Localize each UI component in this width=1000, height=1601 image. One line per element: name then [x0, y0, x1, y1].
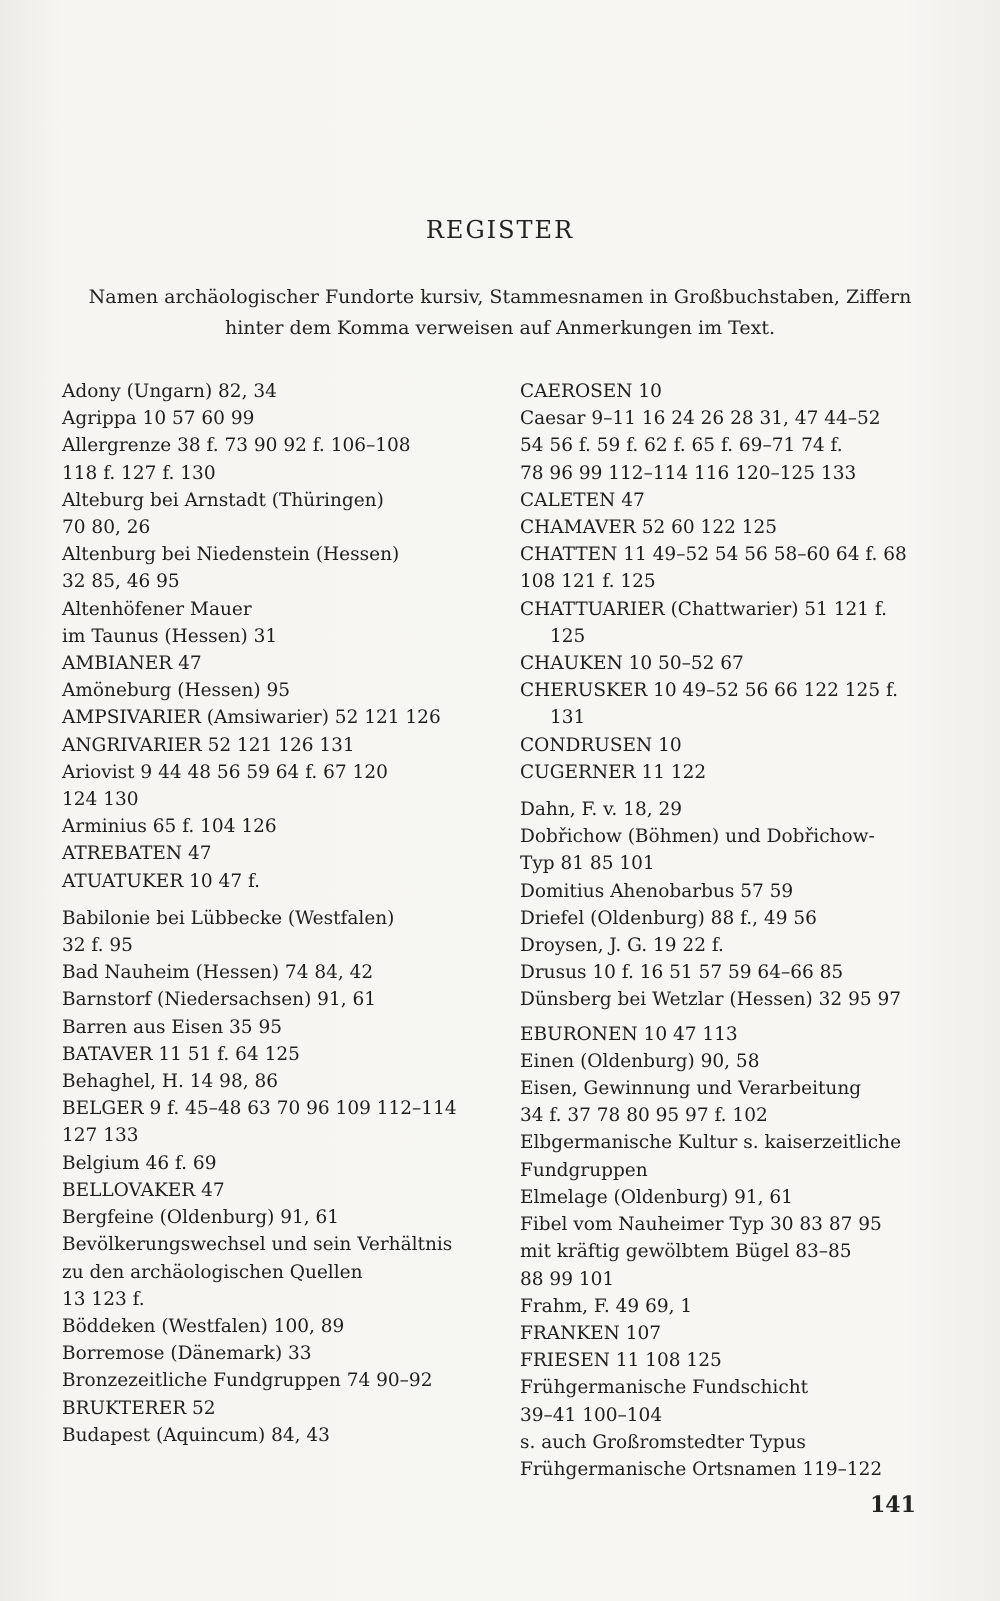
index-entry-heading: CAEROSEN 10 [520, 381, 662, 402]
index-entry [62, 1068, 462, 1095]
index-entry-heading: EBURONEN 10 47 113 [520, 1023, 738, 1045]
index-entry [520, 1021, 920, 1048]
index-entry [62, 1395, 462, 1422]
index-entry [62, 868, 462, 895]
index-entry-heading: BELGER 9 f. 45–48 63 70 96 109 112–114 [62, 1098, 457, 1120]
index-entry-continuation: s. auch Großromstedter Typus [520, 1431, 806, 1453]
index-column-right [520, 378, 920, 1483]
index-entry [520, 1374, 920, 1456]
index-entry-continuation: 32 f. 95 [62, 935, 133, 957]
index-entry-heading: FRANKEN 107 [520, 1322, 662, 1344]
index-entry-continuation: im Taunus (Hessen) 31 [62, 625, 278, 647]
index-entry-heading: Frühgermanische Fundschicht [520, 1377, 809, 1399]
index-entry [520, 405, 920, 487]
index-entry-heading: Alteburg bei Arnstadt (Thüringen) [62, 489, 384, 511]
index-entry-continuation: Fundgruppen [520, 1159, 648, 1181]
index-entry-heading: Allergrenze 38 f. 73 90 92 f. 106–108 [62, 435, 411, 457]
index-entry [62, 1150, 462, 1177]
index-entry-heading: Dünsberg bei Wetzlar (Hessen) 32 95 97 [520, 989, 902, 1011]
index-entry-continuation: 54 56 f. 59 f. 62 f. 65 f. 69–71 74 f. [520, 435, 843, 457]
index-entry-heading: Einen (Oldenburg) 90, 58 [520, 1050, 760, 1072]
index-entry [62, 405, 462, 432]
index-entry [520, 1129, 920, 1183]
index-entry [520, 541, 920, 595]
index-entry [62, 1340, 462, 1367]
index-entry-heading: CHAMAVER 52 60 122 125 [520, 517, 778, 539]
index-entry [520, 759, 920, 786]
index-entry-heading: AMBIANER 47 [62, 653, 202, 675]
index-entry-heading: CHATTUARIER (Chattwarier) 51 121 f. 125 [520, 598, 887, 647]
index-entry [62, 986, 462, 1013]
index-entry [62, 650, 462, 677]
index-entry [62, 1177, 462, 1204]
index-entry [520, 905, 920, 932]
index-entry-heading: Budapest (Aquincum) 84, 43 [62, 1424, 330, 1446]
index-entry [62, 487, 462, 541]
index-entry-continuation: Typ 81 85 101 [520, 853, 655, 875]
index-entry-heading: Barnstorf (Niedersachsen) 91, 61 [62, 989, 377, 1011]
index-entry-heading: Droysen, J. G. 19 22 f. [520, 935, 724, 957]
index-entry-heading: Altenhöfener Mauer [62, 598, 252, 620]
index-entry-heading: CHAUKEN 10 50–52 67 [520, 653, 744, 675]
index-entry-heading: Bad Nauheim (Hessen) 74 84, 42 [62, 962, 374, 984]
index-entry-continuation: 78 96 99 112–114 116 120–125 133 [520, 462, 857, 484]
index-entry-continuation: mit kräftig gewölbtem Bügel 83–85 [520, 1241, 852, 1263]
index-entry [520, 1320, 920, 1347]
index-entry-continuation: 118 f. 127 f. 130 [62, 462, 216, 484]
index-entry [520, 1456, 920, 1483]
index-entry [520, 932, 920, 959]
index-entry [520, 1075, 920, 1129]
index-entry-heading: Belgium 46 f. 69 [62, 1152, 217, 1174]
index-entry-heading: Elmelage (Oldenburg) 91, 61 [520, 1186, 793, 1208]
index-entry-heading: Bevölkerungswechsel und sein Verhältnis [62, 1234, 453, 1256]
index-entry [520, 1293, 920, 1320]
index-entry [62, 1014, 462, 1041]
index-entry [520, 487, 920, 514]
index-entry [62, 378, 462, 405]
index-entry-continuation: 127 133 [62, 1125, 139, 1147]
page-title: REGISTER [425, 216, 575, 244]
index-entry-continuation: 108 121 f. 125 [520, 571, 656, 593]
index-entry [62, 541, 462, 595]
index-entry [520, 796, 920, 823]
index-entry-heading: Barren aus Eisen 35 95 [62, 1016, 282, 1038]
index-entry-heading: Driefel (Oldenburg) 88 f., 49 56 [520, 907, 817, 929]
index-entry-heading: Elbgermanische Kultur s. kaiserzeitliche [520, 1132, 902, 1154]
index-entry-heading: Fibel vom Nauheimer Typ 30 83 87 95 [520, 1214, 882, 1236]
index-entry-heading: BRUKTERER 52 [62, 1397, 216, 1419]
index-entry-continuation: 13 123 f. [62, 1288, 145, 1310]
index-entry-heading: Dobřichow (Böhmen) und Dobřichow- [520, 826, 875, 848]
index-entry [520, 596, 920, 650]
index-entry-heading: Bronzezeitliche Fundgruppen 74 90–92 [62, 1370, 433, 1392]
index-entry-heading: CHATTEN 11 49–52 54 56 58–60 64 f. 68 [520, 544, 907, 566]
index-entry-heading: CUGERNER 11 122 [520, 761, 707, 783]
index-entry [520, 986, 920, 1013]
index-entry-heading: Altenburg bei Niedenstein (Hessen) [62, 544, 400, 566]
index-entry [62, 596, 462, 650]
index-entry [520, 650, 920, 677]
index-entry-heading: Böddeken (Westfalen) 100, 89 [62, 1315, 345, 1337]
index-entry-heading: ATREBATEN 47 [62, 843, 212, 865]
index-entry-heading: Eisen, Gewinnung und Verarbeitung [520, 1078, 862, 1100]
index-entry-heading: FRIESEN 11 108 125 [520, 1350, 722, 1372]
index-entry [520, 823, 920, 877]
index-entry-continuation: 70 80, 26 [62, 517, 151, 539]
index-column-left [62, 378, 462, 1449]
index-entry [62, 813, 462, 840]
index-entry-heading: Behaghel, H. 14 98, 86 [62, 1071, 279, 1093]
index-entry-heading: CALETEN 47 [520, 489, 645, 511]
index-entry [62, 905, 462, 959]
index-entry [62, 704, 462, 731]
index-entry [62, 1231, 462, 1313]
index-entry-heading: BELLOVAKER 47 [62, 1179, 225, 1201]
index-entry-heading: Frahm, F. 49 69, 1 [520, 1295, 693, 1317]
index-entry [62, 1095, 462, 1149]
index-entry [520, 1347, 920, 1374]
index-entry-heading: ATUATUKER 10 47 f. [62, 870, 261, 892]
index-entry-heading: Dahn, F. v. 18, 29 [520, 799, 683, 821]
index-entry-heading: Domitius Ahenobarbus 57 59 [520, 880, 794, 902]
index-entry [62, 1041, 462, 1068]
index-entry [520, 677, 920, 731]
index-entry-heading: Agrippa 10 57 60 99 [62, 408, 255, 430]
index-entry [62, 1367, 462, 1394]
page-subtitle: Namen archäologischer Fundorte kursiv, Stammesnamen in Großbuchstaben, Ziffern hinter dem Komma verweisen auf Anmerkungen im Text. [88, 286, 912, 339]
index-entry [62, 759, 462, 813]
index-entry [520, 1048, 920, 1075]
index-entry-continuation: 39–41 100–104 [520, 1404, 663, 1426]
index-entry-continuation: zu den archäologischen Quellen [62, 1261, 363, 1283]
index-entry [520, 514, 920, 541]
index-entry [62, 432, 462, 486]
index-entry [62, 1313, 462, 1340]
index-entry-heading: Drusus 10 f. 16 51 57 59 64–66 85 [520, 962, 844, 984]
index-entry-heading: Babilonie bei Lübbecke (Westfalen) [62, 907, 395, 929]
index-entry [520, 378, 920, 405]
index-entry-continuation: 88 99 101 [520, 1268, 615, 1290]
index-entry-heading: Arminius 65 f. 104 126 [62, 816, 277, 838]
page-number: 141 [870, 1492, 916, 1518]
index-entry-heading: AMPSIVARIER (Amsiwarier) 52 121 126 [62, 707, 441, 729]
index-entry [520, 732, 920, 759]
index-entry-heading: CONDRUSEN 10 [520, 734, 682, 756]
index-entry [62, 677, 462, 704]
index-entry [62, 1204, 462, 1231]
index-entry-heading: ANGRIVARIER 52 121 126 131 [62, 734, 355, 756]
index-entry-heading: CHERUSKER 10 49–52 56 66 122 125 f. 131 [520, 680, 899, 729]
index-entry-heading: Frühgermanische Ortsnamen 119–122 [520, 1458, 883, 1480]
index-entry-heading: Caesar 9–11 16 24 26 28 31, 47 44–52 [520, 408, 881, 430]
index-entry [62, 959, 462, 986]
index-entry-heading: Amöneburg (Hessen) 95 [62, 680, 291, 702]
index-entry [62, 732, 462, 759]
index-entry [62, 1422, 462, 1449]
index-entry [520, 1211, 920, 1293]
index-entry-heading: BATAVER 11 51 f. 64 125 [62, 1043, 300, 1065]
index-entry-heading: Ariovist 9 44 48 56 59 64 f. 67 120 [62, 761, 388, 783]
index-entry-heading: Bergfeine (Oldenburg) 91, 61 [62, 1207, 340, 1229]
index-entry [520, 878, 920, 905]
index-entry-continuation: 124 130 [62, 789, 139, 811]
index-entry [62, 840, 462, 867]
index-entry [520, 959, 920, 986]
index-entry-continuation: 32 85, 46 95 [62, 571, 180, 593]
index-entry [520, 1184, 920, 1211]
index-entry-heading: Adony (Ungarn) 82, 34 [62, 381, 277, 402]
index-entry-heading: Borremose (Dänemark) 33 [62, 1343, 312, 1365]
index-entry-continuation: 34 f. 37 78 80 95 97 f. 102 [520, 1105, 768, 1127]
